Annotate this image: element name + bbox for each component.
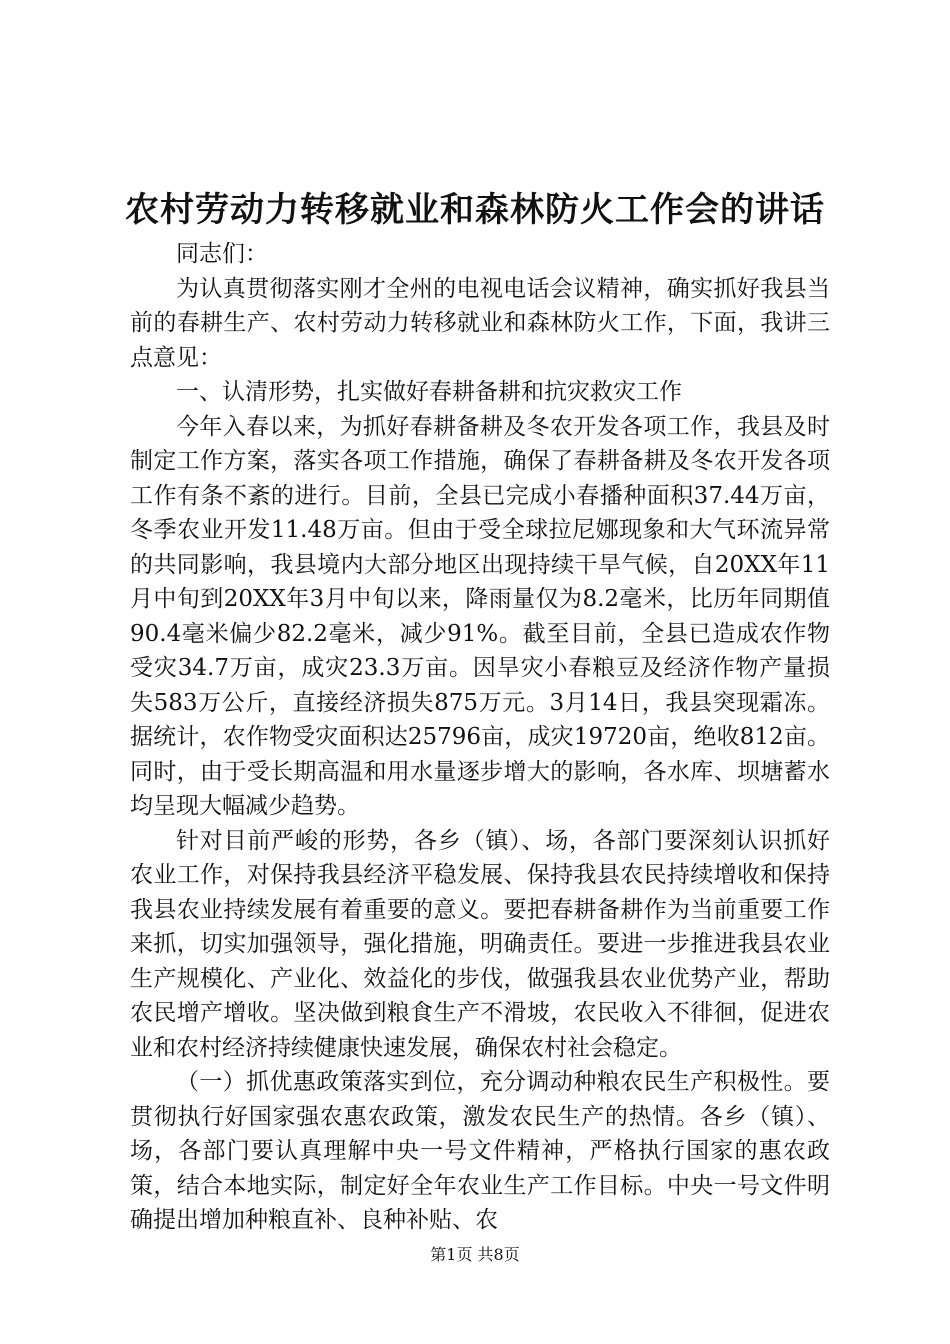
greeting-paragraph: 同志们：: [176, 241, 268, 267]
intro-paragraph: 为认真贯彻落实刚才全州的电视电话会议精神，确实抓好我县当前的春耕生产、农村劳动力转移就业和森林防火工作，下面，我讲三点意见：: [130, 275, 830, 371]
document-body: [130, 237, 830, 1238]
policy-paragraph: （一）抓优惠政策落实到位，充分调动种粮农民生产积极性。要贯彻执行好国家强农惠农政策，激发农民生产的热情。各乡（镇）、场，各部门要认真理解中央一号文件精神，严格执行国家的惠农政策，结合本地实际，制定好全年农业生产工作目标。中央一号文件明确提出增加种粮直补、良种补贴、农: [130, 1069, 830, 1233]
section-heading: 一、认清形势，扎实做好春耕备耕和抗灾救灾工作: [176, 379, 682, 405]
document-title: 农村劳动力转移就业和森林防火工作会的讲话: [125, 190, 825, 230]
situation-paragraph: 今年入春以来，为抓好春耕备耕及冬农开发各项工作，我县及时制定工作方案，落实各项工作措施，确保了春耕备耕及冬农开发各项工作有条不紊的进行。目前，全县已完成小春播种面积37.44万亩，冬季农业开发11.48万亩。但由于受全球拉尼娜现象和大气环流异常的共同影响，我县境内大部分地区出现持续干旱气候，自20XX年11月中旬到20XX年3月中旬以来，降雨量仅为8.2毫米，比历年同期值90.4毫米偏少82.2毫米，减少91%。截至目前，全县已造成农作物受灾34.7万亩，成灾23.3万亩。因旱灾小春粮豆及经济作物产量损失583万公斤，直接经济损失875万元。3月14日，我县突现霜冻。据统计，农作物受灾面积达25796亩，成灾19720亩，绝收812亩。同时，由于受长期高温和用水量逐步增大的影响，各水库、坝塘蓄水均呈现大幅减少趋势。: [130, 413, 830, 819]
requirements-paragraph: 针对目前严峻的形势，各乡（镇）、场，各部门要深刻认识抓好农业工作，对保持我县经济平稳发展、保持我县农民持续增收和保持我县农业持续发展有着重要的意义。要把春耕备耕作为当前重要工作来抓，切实加强领导，强化措施，明确责任。要进一步推进我县农业生产规模化、产业化、效益化的步伐，做强我县农业优势产业，帮助农民增产增收。坚决做到粮食生产不滑坡，农民收入不徘徊，促进农业和农村经济持续健康快速发展，确保农村社会稳定。: [130, 827, 830, 1061]
page-number-footer: 第1页 共8页: [430, 1245, 520, 1264]
